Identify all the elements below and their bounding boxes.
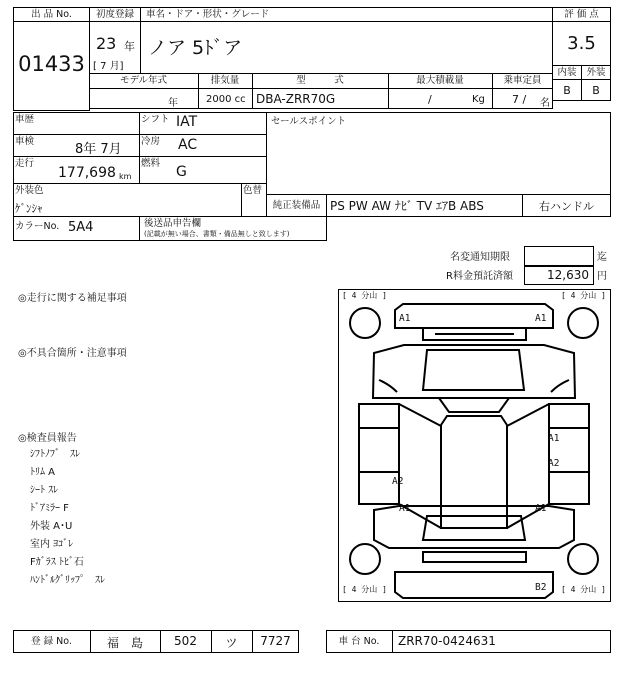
fuel-label: 燃料 [141,158,161,169]
first-reg-month: [ 7 月] [93,61,124,72]
wheel-front-left [350,308,380,338]
body-left [359,404,399,504]
max-load-sep: / [428,93,432,106]
first-reg-label: 初度登録 [95,9,134,20]
inspector-item: ﾊﾝﾄﾞﾙｸﾞﾘｯﾌﾟ ｽﾚ [30,575,105,586]
max-load-unit: Kg [472,94,485,105]
reg-number: 7727 [260,634,291,648]
car-name-label: 車名・ドア・形状・グレード [146,9,270,20]
defects-title: ◎不具合箇所・注意事項 [18,348,127,359]
displacement-label: 排気量 [210,75,240,86]
mileage-unit: km [119,172,132,181]
inspection-label: 車検 [15,136,35,147]
front-bumper [395,304,553,328]
inspector-item: ﾄﾘﾑ A [30,467,56,478]
lot-no-label: 出 品 No. [31,9,72,20]
damage-mark: A1 [399,503,411,514]
inspector-title: ◎検査員報告 [18,433,77,444]
equipment-label: 純正装備品 [272,200,321,211]
ext-color-label: 外装色 [15,185,44,196]
docs-label: 後送品申告欄 [144,218,202,229]
inspector-item: 室内 ﾖｺﾞﾚ [30,539,74,550]
rating: 3.5 [567,33,596,54]
damage-mark: B2 [535,582,547,593]
rating-label: 評 価 点 [564,9,599,20]
interior-grade: B [563,84,571,97]
max-load-label: 最大積載量 [416,75,464,86]
chassis-no: ZRR70-0424631 [398,634,496,648]
shift: IAT [176,114,198,130]
inspector-item: ｼｰﾄ ｽﾚ [30,485,59,496]
color-no: 5A4 [68,220,94,235]
damage-mark: A2 [548,458,560,469]
capacity-unit: 名 [540,98,550,109]
displacement: 2000 cc [206,94,246,105]
tire-front-right: [ 4 分山 ] [561,291,606,300]
roof [441,416,507,528]
rear-bumper [395,572,553,598]
tire-rear-right: [ 4 分山 ] [561,585,606,594]
driving-notes-title: ◎走行に関する補足事項 [18,293,127,304]
car-outline-diagram [339,290,609,600]
damage-mark: A1 [399,313,411,324]
damage-mark: A1 [548,433,560,444]
first-reg-year-unit: 年 [124,40,135,53]
ac: AC [178,137,198,153]
color-no-label: カラーNo. [15,221,60,232]
steering: 右ハンドル [539,200,594,213]
sales-points-label: セールスポイント [271,116,347,127]
equipment: PS PW AW ﾅﾋﾞ TV ｴｱB ABS [330,199,484,213]
inspector-item: Fｶﾞﾗｽ ﾄﾋﾞ石 [30,557,84,568]
ac-label: 冷房 [141,136,161,147]
capacity: 7 / [512,93,527,106]
car-name: ノア 5ﾄﾞア [148,37,243,59]
ext-color-cell [13,183,242,217]
model-type-label: 型 式 [296,75,344,86]
damage-mark: A1 [535,313,547,324]
wheel-rear-left [350,544,380,574]
recycle-unit: 円 [597,271,607,282]
reg-class: 502 [174,634,197,648]
capacity-label: 乗車定員 [503,75,542,86]
damage-mark: A1 [535,503,547,514]
name-change-box[interactable] [524,246,594,266]
damage-mark: A2 [392,476,404,487]
tire-rear-left: [ 4 分山 ] [342,585,387,594]
lot-no: 01433 [18,52,85,76]
chassis-label: 車 台 No. [338,636,380,647]
reg-area: 福 島 [106,636,143,650]
name-change-label: 名変通知期限 [450,252,510,263]
body-right [549,404,589,504]
mileage: 177,698 [58,165,116,181]
interior-label: 内装 [557,67,577,78]
inspection: 8年 7月 [75,142,122,157]
model-year-label: モデル年式 [119,75,168,86]
first-reg-year: 23 [96,34,117,53]
name-change-unit: 迄 [597,252,607,263]
wheel-front-right [568,308,598,338]
fuel: G [176,164,187,180]
tire-front-left: [ 4 分山 ] [342,291,387,300]
ext-color: ｹﾞﾝｼｬ [15,202,43,215]
mileage-label: 走行 [15,158,35,169]
inspector-item: 外装 A･U [30,521,73,532]
cabin [399,398,549,412]
rear-lamp-bar [423,552,526,562]
model-year-unit: 年 [168,98,178,109]
exterior-grade: B [592,84,600,97]
recycle-amount: 12,630 [547,268,589,282]
model-type: DBA-ZRR70G [256,92,336,106]
repaint-label: 色替 [243,185,263,196]
exterior-label: 外装 [586,67,606,78]
history-label: 車歴 [15,114,35,125]
reg-no-label: 登 録 No. [31,636,72,647]
recycle-label: R料金預託済額 [446,271,513,282]
inspector-items [30,448,105,592]
inspector-item: ﾄﾞｱﾐﾗｰ F [30,503,69,514]
inspector-item: ｼﾌﾄﾉﾌﾞ ｽﾚ [30,449,80,460]
reg-kana: ツ [225,636,238,650]
docs-note: (記載が無い場合、書類・備品無しと致します) [144,230,290,238]
wheel-rear-right [568,544,598,574]
vehicle-diagram [338,289,611,602]
shift-label: シフト [141,114,170,125]
